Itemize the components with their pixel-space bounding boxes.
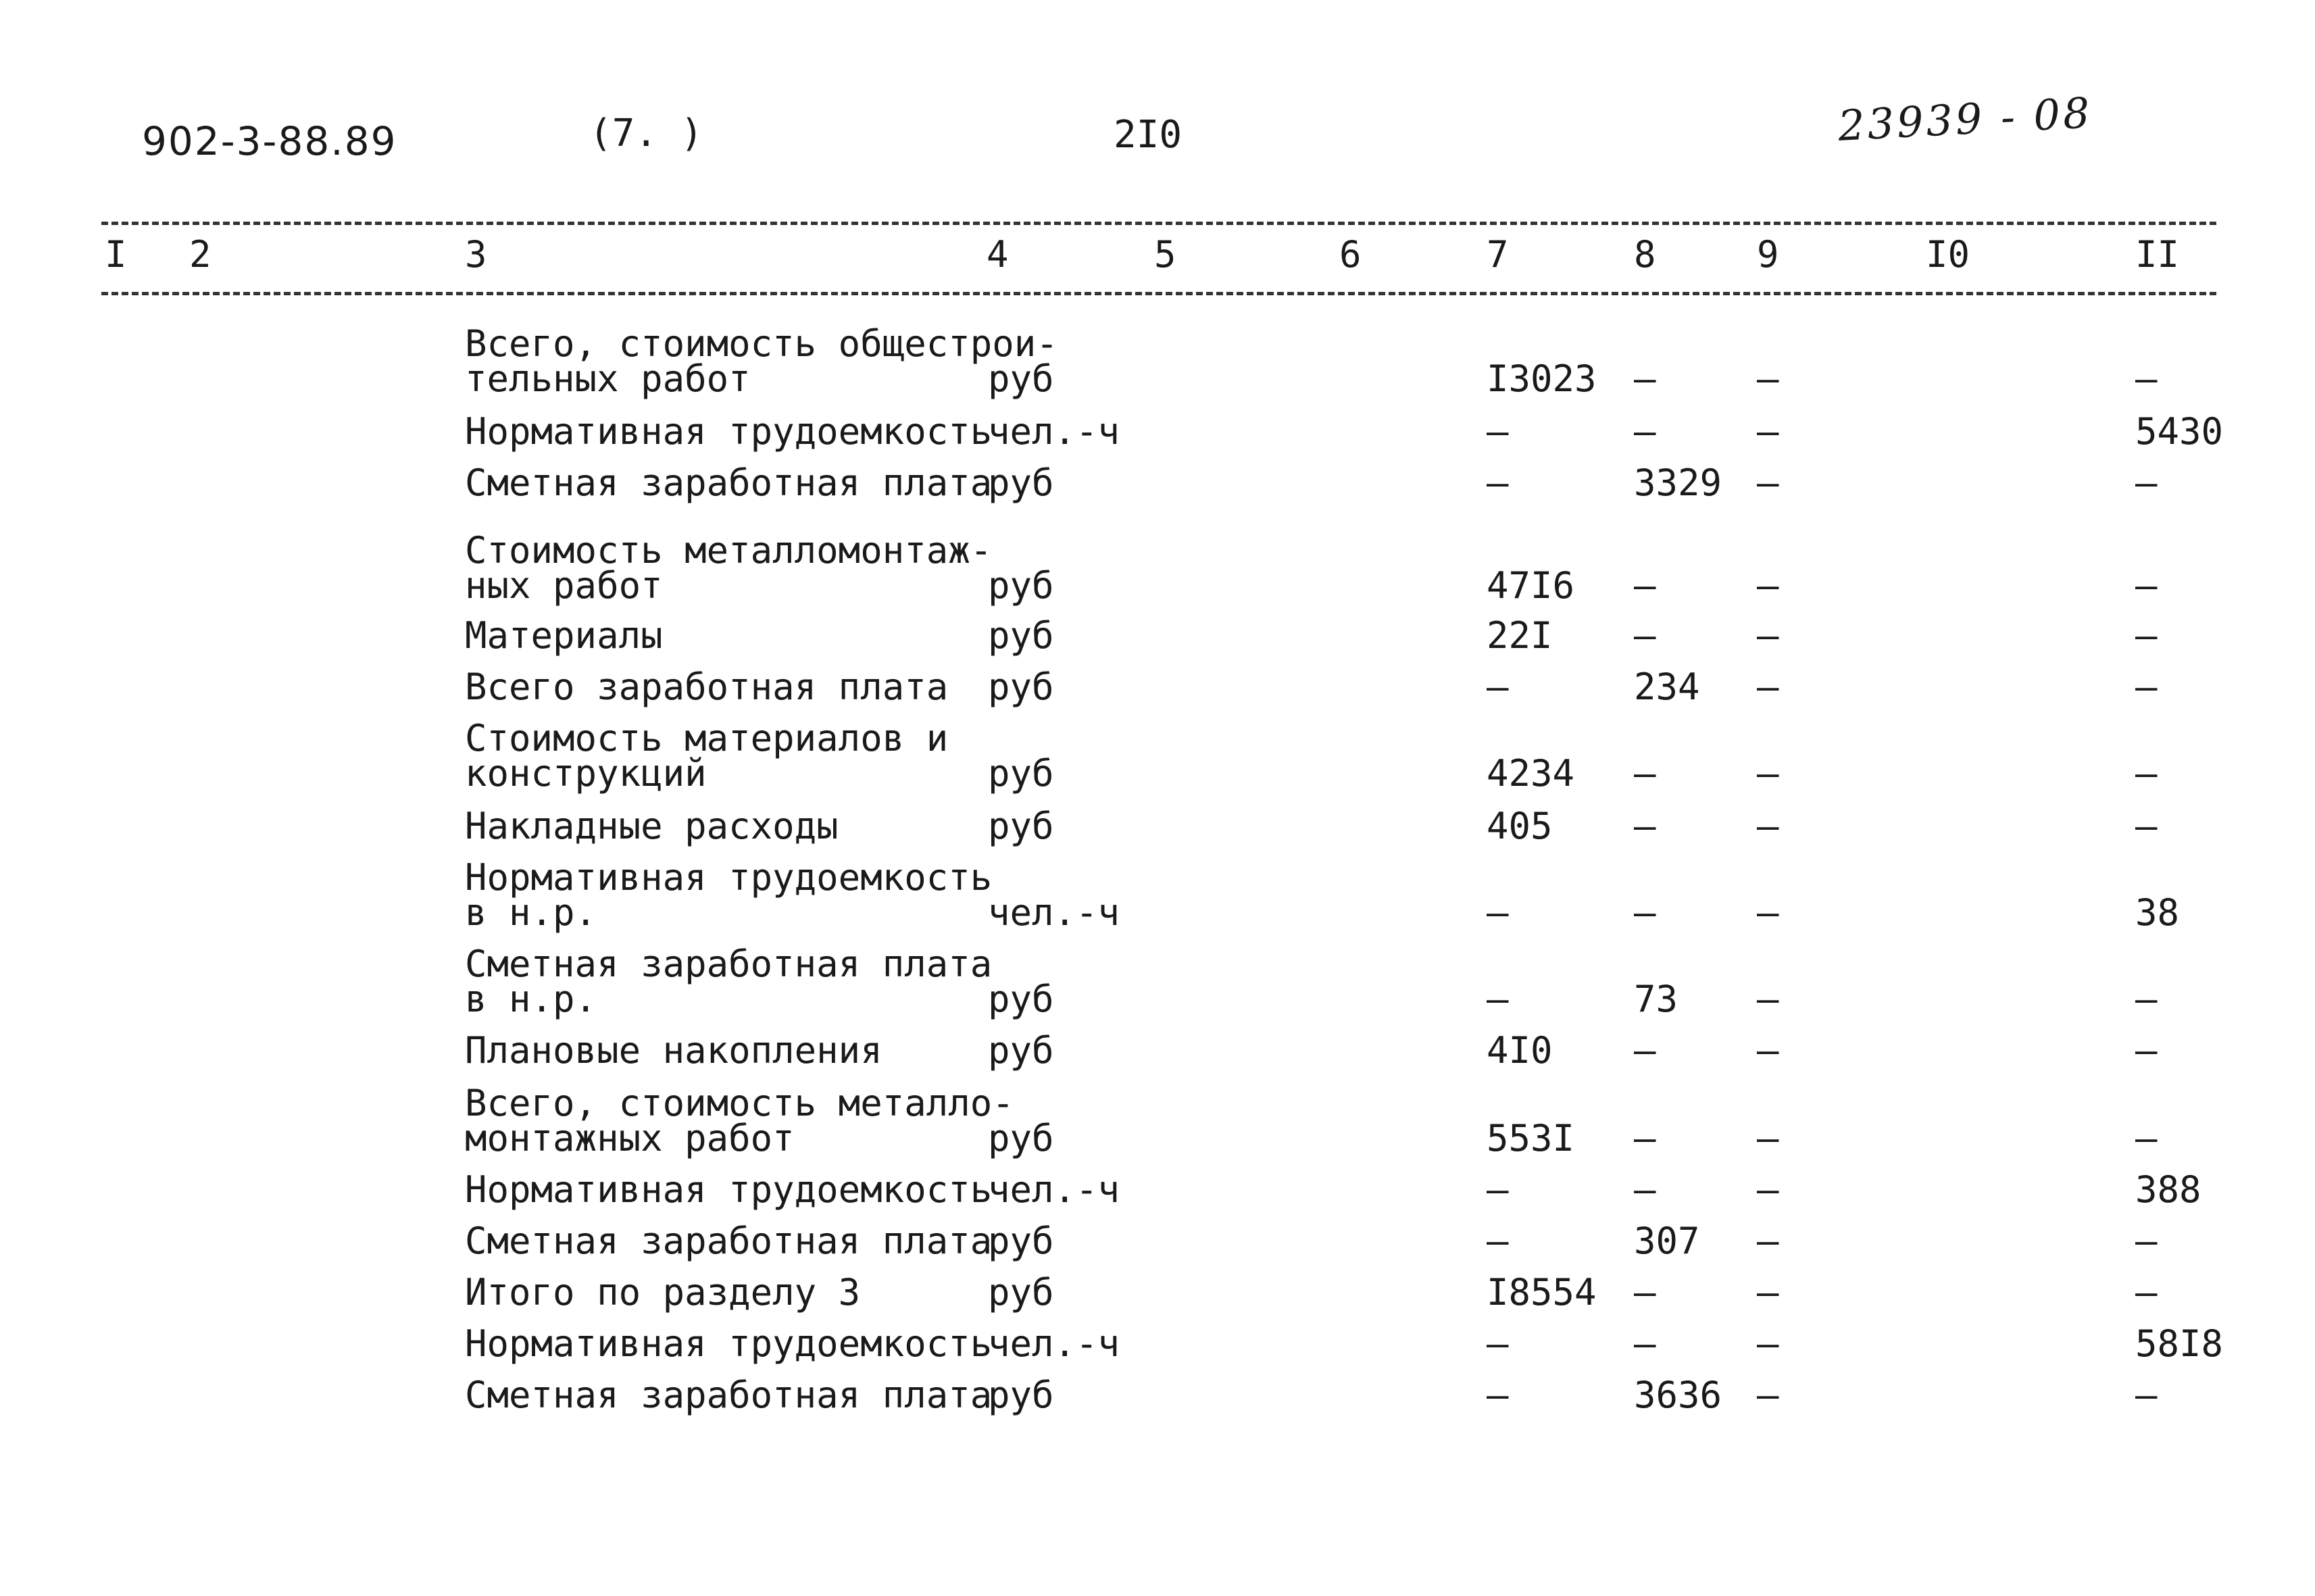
row-col-9: – — [1757, 1271, 1779, 1314]
row-col-7: – — [1487, 666, 1509, 708]
handwritten-inventory-number: 23939 - 08 — [1837, 88, 2094, 151]
row-unit: руб — [988, 462, 1054, 504]
row-col-8: – — [1634, 1029, 1656, 1072]
row-col-7: – — [1487, 410, 1509, 453]
row-col-8: – — [1634, 357, 1656, 400]
row-col-7: 47I6 — [1487, 564, 1575, 607]
row-col-11: – — [2135, 1271, 2158, 1314]
row-col-9: – — [1757, 614, 1779, 657]
row-col-8: – — [1634, 1322, 1656, 1365]
row-name-line: Нормативная трудоемкость — [465, 856, 993, 899]
row-name-line: Итого по разделу 3 — [465, 1271, 861, 1314]
row-col-7: 553I — [1487, 1117, 1575, 1159]
column-header-9: 9 — [1757, 233, 1779, 276]
row-col-7: – — [1487, 1168, 1509, 1211]
row-col-7: 405 — [1487, 805, 1553, 847]
row-col-8: – — [1634, 410, 1656, 453]
column-header-1: I — [105, 233, 127, 276]
row-col-9: – — [1757, 1220, 1779, 1262]
row-name-line: в н.р. — [465, 891, 597, 934]
row-col-9: – — [1757, 666, 1779, 708]
column-header-10: I0 — [1926, 233, 1970, 276]
row-name-line: Нормативная трудоемкость — [465, 410, 993, 453]
column-header-7: 7 — [1487, 233, 1509, 276]
table-top-rule — [101, 222, 2216, 225]
row-unit: руб — [988, 1271, 1054, 1314]
row-col-9: – — [1757, 891, 1779, 934]
row-col-8: – — [1634, 1117, 1656, 1159]
row-col-11: 38 — [2135, 891, 2180, 934]
row-col-7: I8554 — [1487, 1271, 1597, 1314]
row-name-line: Всего заработная плата — [465, 666, 949, 708]
row-unit: руб — [988, 1220, 1054, 1262]
row-col-8: – — [1634, 614, 1656, 657]
row-col-9: – — [1757, 1117, 1779, 1159]
row-col-11: – — [2135, 752, 2158, 795]
row-col-11: – — [2135, 614, 2158, 657]
row-name-line: Сметная заработная плата — [465, 462, 993, 504]
column-header-2: 2 — [189, 233, 211, 276]
row-col-8: 3329 — [1634, 462, 1722, 504]
row-col-11: – — [2135, 564, 2158, 607]
column-header-11: II — [2135, 233, 2180, 276]
column-header-5: 5 — [1154, 233, 1176, 276]
row-name-line: Сметная заработная плата — [465, 1374, 993, 1416]
row-col-7: – — [1487, 978, 1509, 1020]
row-col-11: – — [2135, 1029, 2158, 1072]
row-col-11: – — [2135, 805, 2158, 847]
row-col-7: 22I — [1487, 614, 1553, 657]
document-code: 902-3-88.89 — [142, 118, 397, 164]
row-col-11: – — [2135, 1220, 2158, 1262]
row-unit: руб — [988, 752, 1054, 795]
row-col-7: 4234 — [1487, 752, 1575, 795]
column-header-8: 8 — [1634, 233, 1656, 276]
row-name-line: конструкций — [465, 752, 707, 795]
row-col-9: – — [1757, 1168, 1779, 1211]
row-name-line: Стоимость металломонтаж- — [465, 529, 993, 572]
row-name-line: Накладные расходы — [465, 805, 839, 847]
row-name-line: тельных работ — [465, 357, 751, 400]
row-col-9: – — [1757, 978, 1779, 1020]
row-unit: руб — [988, 357, 1054, 400]
row-col-9: – — [1757, 1374, 1779, 1416]
row-col-8: – — [1634, 564, 1656, 607]
row-name-line: монтажных работ — [465, 1117, 795, 1159]
row-col-11: – — [2135, 1374, 2158, 1416]
row-col-8: – — [1634, 752, 1656, 795]
sheet-number: (7. ) — [589, 111, 703, 155]
row-unit: руб — [988, 666, 1054, 708]
row-unit: руб — [988, 614, 1054, 657]
row-name-line: Нормативная трудоемкость — [465, 1168, 993, 1211]
row-col-11: – — [2135, 357, 2158, 400]
row-unit: руб — [988, 564, 1054, 607]
row-col-7: – — [1487, 1374, 1509, 1416]
row-unit: руб — [988, 978, 1054, 1020]
row-col-9: – — [1757, 752, 1779, 795]
row-name-line: Материалы — [465, 614, 663, 657]
row-name-line: Всего, стоимость металло- — [465, 1082, 1014, 1124]
row-col-11: 388 — [2135, 1168, 2201, 1211]
column-header-3: 3 — [465, 233, 487, 276]
row-col-7: – — [1487, 1322, 1509, 1365]
row-col-11: – — [2135, 462, 2158, 504]
row-name-line: в н.р. — [465, 978, 597, 1020]
column-header-4: 4 — [987, 233, 1009, 276]
row-col-9: – — [1757, 805, 1779, 847]
row-col-11: – — [2135, 666, 2158, 708]
row-col-7: – — [1487, 891, 1509, 934]
row-unit: чел.-ч — [988, 1322, 1120, 1365]
row-col-7: – — [1487, 1220, 1509, 1262]
row-col-7: I3023 — [1487, 357, 1597, 400]
row-unit: чел.-ч — [988, 891, 1120, 934]
row-unit: руб — [988, 805, 1054, 847]
row-unit: руб — [988, 1029, 1054, 1072]
row-col-11: – — [2135, 1117, 2158, 1159]
row-col-8: 3636 — [1634, 1374, 1722, 1416]
row-name-line: Стоимость материалов и — [465, 717, 949, 759]
row-col-9: – — [1757, 1322, 1779, 1365]
row-col-8: – — [1634, 1168, 1656, 1211]
row-col-9: – — [1757, 1029, 1779, 1072]
row-col-11: 58I8 — [2135, 1322, 2224, 1365]
row-name-line: Сметная заработная плата — [465, 943, 993, 985]
row-name-line: Нормативная трудоемкость — [465, 1322, 993, 1365]
row-unit: руб — [988, 1117, 1054, 1159]
row-unit: чел.-ч — [988, 1168, 1120, 1211]
row-col-8: 234 — [1634, 666, 1700, 708]
column-header-6: 6 — [1339, 233, 1362, 276]
row-name-line: Всего, стоимость общестрои- — [465, 322, 1058, 365]
row-col-9: – — [1757, 357, 1779, 400]
page-number: 2I0 — [1114, 113, 1183, 157]
row-col-7: 4I0 — [1487, 1029, 1553, 1072]
row-col-8: 307 — [1634, 1220, 1700, 1262]
row-col-11: – — [2135, 978, 2158, 1020]
row-name-line: Плановые накопления — [465, 1029, 882, 1072]
row-col-8: – — [1634, 1271, 1656, 1314]
table-header-rule — [101, 292, 2216, 295]
row-col-9: – — [1757, 462, 1779, 504]
row-col-11: 5430 — [2135, 410, 2224, 453]
row-col-9: – — [1757, 410, 1779, 453]
row-name-line: Сметная заработная плата — [465, 1220, 993, 1262]
row-unit: руб — [988, 1374, 1054, 1416]
row-col-8: 73 — [1634, 978, 1678, 1020]
row-name-line: ных работ — [465, 564, 663, 607]
row-col-7: – — [1487, 462, 1509, 504]
row-col-8: – — [1634, 891, 1656, 934]
row-col-8: – — [1634, 805, 1656, 847]
row-col-9: – — [1757, 564, 1779, 607]
row-unit: чел.-ч — [988, 410, 1120, 453]
